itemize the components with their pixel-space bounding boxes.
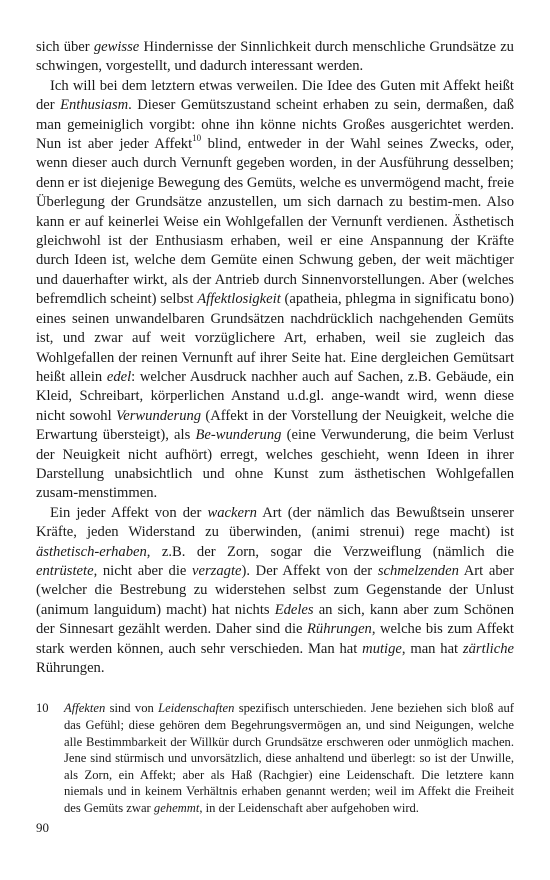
italic-text: schmelzenden bbox=[377, 562, 459, 579]
text-run: spezifisch unterschieden. Jene beziehen sich bloß auf das Gefühl; diese gehören dem Begehrungsvermögen an, und sind Neigungen, welche alle Bestimmbarkeit der Willkür durch Grundsätze erschweren oder unmöglich machen. Jene sind stürmisch und unvorsätzlich, diese anhaltend und überlegt: so ist der Unwille, als Zorn, ein Affekt; aber als Haß (Rachgier) eine Leidenschaft. Die letztere kann niemals und in keinem Verhältnis erhaben genannt werden; weil im Affekt die Freiheit des Gemüts zwar bbox=[64, 701, 514, 815]
italic-text: Be-wunderung bbox=[195, 427, 282, 444]
main-text bbox=[36, 38, 514, 678]
text-run: Ein jeder Affekt von der bbox=[50, 504, 208, 521]
page-number: 90 bbox=[36, 820, 49, 835]
italic-text: zärtliche bbox=[462, 640, 514, 657]
italic-text: mutige bbox=[362, 640, 402, 657]
italic-text: verzagte bbox=[192, 562, 242, 579]
text-run: sich über bbox=[36, 39, 94, 55]
italic-text: ästhetisch-erhaben bbox=[36, 543, 147, 560]
text-run: , man hat bbox=[401, 640, 463, 657]
italic-text: Affekten bbox=[64, 701, 106, 716]
italic-text: Rührungen bbox=[306, 621, 372, 638]
text-run: (eine Verwunderung, die beim Verlust der Neuigkeit nicht aufhört) erregt, welches geschieht, wenn Ideen in ihrer Darstellung unabsichtlich und ohne Kunst zum ästhetischen Wohlgefallen zusam-menstimmen. bbox=[36, 427, 514, 502]
text-run: (apatheia, phlegma in significatu bono) eines seinen unwandelbaren Grundsätzen nachdrücklich nachgehenden Gemüts ist, und zwar auf weit vorzüglichere Art, erhaben, weil sie zugleich das Wohlgefallen der reinen Vernunft auf ihrer Seite hat. Eine dergleichen Gemütsart heißt allein bbox=[36, 291, 514, 385]
italic-text: Verwunderung bbox=[115, 407, 202, 424]
italic-text: edel bbox=[106, 368, 132, 385]
text-run: blind, entweder in der Wahl seines Zwecks, oder, wenn dieser auch durch Vernunft gegeben worden, in der Ausführung desselben; denn er ist diejenige Bewegung des Gemüts, welche es unvermögend macht, freie Überlegung der Grundsätze anzustellen, um sich darnach zu bestim-men. Also kann er auf keinerlei Weise ein Wohlgefallen der Vernunft verdienen. Ästhetisch gleichwohl ist der Enthusiasm erhaben, weil er eine Anspannung der Kräfte durch Ideen ist, welche dem Gemüte einen Schwung geben, der weit mächtiger und dauerhafter wirkt, als der Antrieb durch Sinnenvorstellungen. Aber (welches befremdlich scheint) selbst bbox=[36, 136, 514, 308]
italic-text: gehemmt bbox=[153, 800, 200, 815]
footnote-ref: 10 bbox=[192, 133, 202, 144]
text-run: , in der Leidenschaft aber aufgehoben wird. bbox=[199, 800, 419, 815]
text-run: Art aber (welcher die Bestrebung zu widerstehen selbst zum Gegenstande der Unlust (animum languidum) macht) hat nichts bbox=[36, 562, 514, 618]
italic-text: entrüstete bbox=[36, 562, 94, 579]
footnote bbox=[36, 700, 514, 816]
book-page bbox=[36, 38, 514, 817]
italic-text: Enthusiasm bbox=[60, 97, 129, 114]
italic-text: Affektlosigkeit bbox=[197, 291, 281, 308]
italic-text: gewisse bbox=[93, 39, 140, 55]
italic-text: Leidenschaften bbox=[158, 701, 235, 716]
text-run: Rührungen. bbox=[36, 660, 105, 676]
text-run: : welcher Ausdruck nachher auch auf Sachen, z.B. Gebäude, ein Kleid, Schreibart, körperlichen Anstand u.d.gl. ange-wandt wird, wenn diese nicht sowohl bbox=[36, 368, 514, 424]
paragraph bbox=[36, 38, 514, 77]
italic-text: Edeles bbox=[274, 601, 314, 618]
text-run: (Affekt in der Vorstellung der Neuigkeit, welche die Erwartung übersteigt), als bbox=[36, 407, 514, 444]
text-run: ). Der Affekt von der bbox=[241, 562, 378, 579]
text-run: . Dieser Gemütszustand scheint erhaben zu sein, dermaßen, daß man gemeiniglich vorgibt: ohne ihn könne nichts Großes ausgerichtet werden. Nun ist aber jeder Affekt bbox=[36, 97, 514, 153]
text-run: an sich, kann aber zum Schönen der Sinnesart gezählt werden. Daher sind die bbox=[36, 601, 514, 638]
text-run: , welche bis zum Affekt stark werden können, auch sehr verschieden. Man hat bbox=[36, 621, 514, 657]
text-run: sind von bbox=[105, 701, 159, 716]
text-run: Art (der nämlich das Bewußtsein unserer Kräfte, jeden Widerstand zu überwinden, (animi strenui) rege macht) ist bbox=[36, 504, 514, 541]
footnote-text bbox=[64, 700, 514, 816]
footnote-number: 10 bbox=[36, 701, 49, 716]
italic-text: wackern bbox=[207, 504, 257, 521]
text-run: , z.B. der Zorn, sogar die Verzweiflung (nämlich die bbox=[146, 543, 514, 560]
text-run: Ich will bei dem letztern etwas verweilen. Die Idee des Guten mit Affekt heißt der bbox=[36, 77, 514, 114]
text-run: , nicht aber die bbox=[93, 562, 193, 579]
paragraph bbox=[36, 77, 514, 504]
paragraph bbox=[36, 504, 514, 679]
text-run: Hindernisse der Sinnlichkeit durch menschliche Grundsätze zu schwingen, vorgestellt, und dadurch interessant werden. bbox=[36, 39, 514, 75]
